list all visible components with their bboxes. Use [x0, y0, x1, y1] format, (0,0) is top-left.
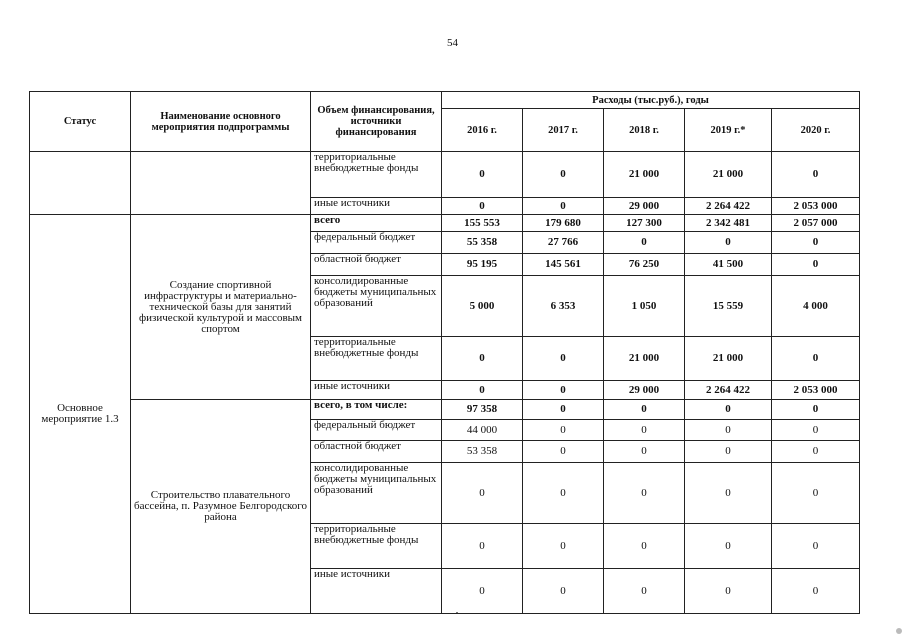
- value-cell: 0: [523, 569, 604, 614]
- value-cell: 0: [772, 569, 860, 614]
- header-status: Статус: [30, 92, 131, 152]
- header-year: 2018 г.: [604, 109, 685, 152]
- value-cell: 41 500: [685, 254, 772, 276]
- value-cell: 0: [772, 254, 860, 276]
- value-cell: 53 358: [442, 441, 523, 463]
- page-number: 54: [447, 37, 458, 49]
- value-cell: 0: [523, 524, 604, 569]
- value-cell: 76 250: [604, 254, 685, 276]
- value-cell: 0: [442, 381, 523, 400]
- value-cell: 21 000: [685, 337, 772, 381]
- value-cell: 0: [685, 569, 772, 614]
- measure-name-cell: Создание спортивной инфраструктуры и материально-технической базы для занятий физической культурой и массовым спортом: [131, 215, 311, 400]
- value-cell: 0: [772, 232, 860, 254]
- header-row-1: [30, 92, 860, 109]
- value-cell: 29 000: [604, 381, 685, 400]
- source-cell: федеральный бюджет: [311, 232, 442, 254]
- value-cell: 2 053 000: [772, 381, 860, 400]
- value-cell: 27 766: [523, 232, 604, 254]
- value-cell: 0: [772, 524, 860, 569]
- value-cell: 0: [523, 337, 604, 381]
- value-cell: 5 000: [442, 276, 523, 337]
- value-cell: 21 000: [604, 337, 685, 381]
- table-row: [30, 400, 860, 420]
- value-cell: 0: [523, 381, 604, 400]
- header-year: 2019 г.*: [685, 109, 772, 152]
- financing-table: [29, 91, 860, 614]
- value-cell: 2 053 000: [772, 198, 860, 215]
- value-cell: 0: [772, 337, 860, 381]
- value-cell: 0: [523, 400, 604, 420]
- source-cell: иные источники: [311, 198, 442, 215]
- measure-name-cell: Строительство плавательного бассейна, п. Разумное Белгородского района: [131, 400, 311, 614]
- value-cell: 21 000: [685, 152, 772, 198]
- value-cell: 0: [772, 441, 860, 463]
- header-year: 2016 г.: [442, 109, 523, 152]
- value-cell: 2 264 422: [685, 381, 772, 400]
- value-cell: 0: [442, 152, 523, 198]
- value-cell: 1 050: [604, 276, 685, 337]
- table-row: [30, 152, 860, 198]
- value-cell: 0: [772, 400, 860, 420]
- value-cell: 0: [442, 198, 523, 215]
- value-cell: 0: [604, 441, 685, 463]
- source-cell: иные источники: [311, 569, 442, 614]
- source-cell: консолидированные бюджеты муниципальных образований: [311, 463, 442, 524]
- source-cell: иные источники: [311, 381, 442, 400]
- source-cell: всего, в том числе:: [311, 400, 442, 420]
- value-cell: 21 000: [604, 152, 685, 198]
- value-cell: 155 553: [442, 215, 523, 232]
- value-cell: 0: [523, 441, 604, 463]
- value-cell: 29 000: [604, 198, 685, 215]
- value-cell: 0: [442, 569, 523, 614]
- value-cell: 0: [442, 337, 523, 381]
- value-cell: 0: [604, 400, 685, 420]
- value-cell: 0: [604, 569, 685, 614]
- value-cell: 0: [772, 463, 860, 524]
- value-cell: 0: [442, 524, 523, 569]
- source-cell: территориальные внебюджетные фонды: [311, 524, 442, 569]
- value-cell: 4 000: [772, 276, 860, 337]
- value-cell: 0: [685, 463, 772, 524]
- value-cell: 0: [685, 232, 772, 254]
- header-name: Наименование основного мероприятия подпрограммы: [131, 92, 311, 152]
- value-cell: 2 057 000: [772, 215, 860, 232]
- status-cell: Основное мероприятие 1.3: [30, 215, 131, 614]
- source-cell: территориальные внебюджетные фонды: [311, 152, 442, 198]
- value-cell: 0: [604, 232, 685, 254]
- scan-mark: [456, 612, 458, 613]
- value-cell: 0: [604, 420, 685, 441]
- source-cell: областной бюджет: [311, 254, 442, 276]
- header-volume: Объем финансирования, источники финансирования: [311, 92, 442, 152]
- value-cell: 2 342 481: [685, 215, 772, 232]
- header-year: 2020 г.: [772, 109, 860, 152]
- value-cell: 127 300: [604, 215, 685, 232]
- source-cell: областной бюджет: [311, 441, 442, 463]
- value-cell: 0: [772, 152, 860, 198]
- value-cell: 6 353: [523, 276, 604, 337]
- status-cell-empty: [30, 152, 131, 215]
- source-cell: территориальные внебюджетные фонды: [311, 337, 442, 381]
- source-cell: федеральный бюджет: [311, 420, 442, 441]
- name-cell-empty: [131, 152, 311, 215]
- value-cell: 0: [523, 152, 604, 198]
- source-cell: консолидированные бюджеты муниципальных образований: [311, 276, 442, 337]
- value-cell: 0: [685, 441, 772, 463]
- value-cell: 15 559: [685, 276, 772, 337]
- value-cell: 0: [685, 420, 772, 441]
- value-cell: 0: [772, 420, 860, 441]
- header-year: 2017 г.: [523, 109, 604, 152]
- scan-dot: [896, 628, 902, 634]
- value-cell: 95 195: [442, 254, 523, 276]
- value-cell: 0: [523, 463, 604, 524]
- value-cell: 0: [685, 400, 772, 420]
- table-row: [30, 215, 860, 232]
- value-cell: 0: [523, 198, 604, 215]
- value-cell: 97 358: [442, 400, 523, 420]
- value-cell: 0: [604, 463, 685, 524]
- value-cell: 0: [685, 524, 772, 569]
- value-cell: 0: [604, 524, 685, 569]
- value-cell: 145 561: [523, 254, 604, 276]
- source-cell: всего: [311, 215, 442, 232]
- value-cell: 179 680: [523, 215, 604, 232]
- value-cell: 2 264 422: [685, 198, 772, 215]
- value-cell: 0: [523, 420, 604, 441]
- value-cell: 44 000: [442, 420, 523, 441]
- value-cell: 0: [442, 463, 523, 524]
- header-expenses: Расходы (тыс.руб.), годы: [442, 92, 860, 109]
- value-cell: 55 358: [442, 232, 523, 254]
